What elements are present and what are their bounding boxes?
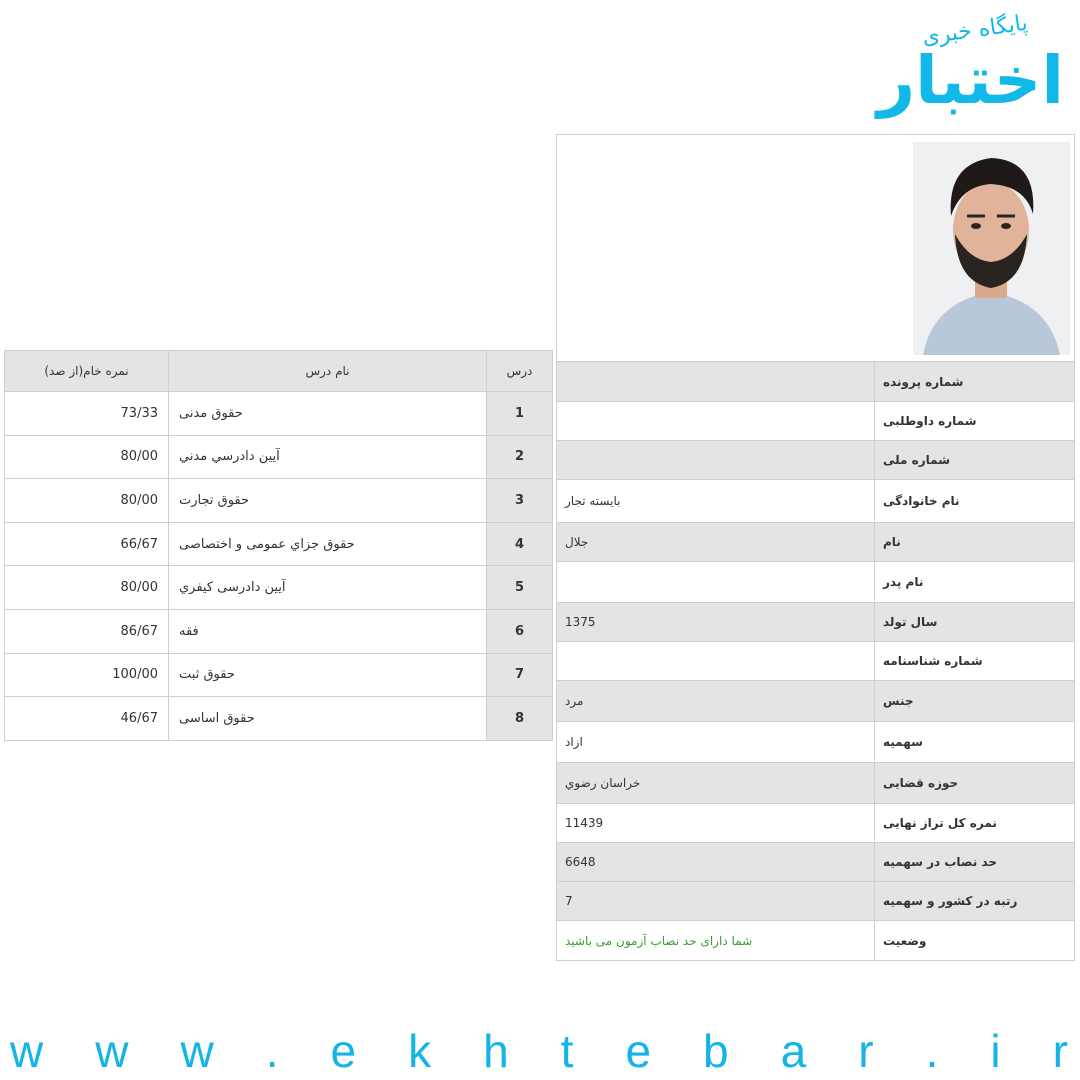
header-raw-score: نمره خام(از صد) (44, 364, 129, 378)
candidate-info-table (556, 134, 1075, 961)
info-row-id-number (557, 642, 1074, 681)
course-score: 80/00 (120, 492, 158, 508)
info-label: شماره شناسنامه (874, 642, 1074, 680)
website-url[interactable] (0, 1022, 1080, 1080)
info-row-judicial-area (557, 763, 1074, 804)
url-char: k (408, 1025, 432, 1077)
course-score: 86/67 (120, 623, 158, 639)
url-char: r (858, 1025, 874, 1077)
info-value: خراسان رضوي (565, 776, 641, 790)
url-char: e (625, 1025, 652, 1077)
info-value (557, 441, 874, 479)
grades-table (4, 350, 553, 741)
url-char: b (703, 1025, 729, 1077)
info-row-candidate-number (557, 402, 1074, 441)
course-name: حقوق ثبت (168, 654, 486, 697)
url-char: i (990, 1025, 1001, 1077)
url-char: r (1052, 1025, 1068, 1077)
course-number: 7 (486, 654, 552, 697)
info-label: حوزه قضایی (874, 763, 1074, 803)
info-value (557, 402, 874, 440)
info-value: جلال (565, 535, 589, 549)
site-logo (848, 10, 1068, 132)
grades-header-row (5, 351, 552, 392)
info-label: شماره پرونده (874, 362, 1074, 401)
logo-wordmark: اختبار (877, 42, 1064, 119)
info-label: نام خانوادگی (874, 480, 1074, 522)
candidate-photo (913, 142, 1070, 355)
url-char: h (483, 1025, 509, 1077)
table-row (5, 479, 552, 523)
info-value: 11439 (565, 816, 604, 830)
info-label: وضعیت (874, 921, 1074, 960)
info-value (557, 362, 874, 401)
course-number: 2 (486, 436, 552, 479)
info-label: نمره کل تراز نهایی (874, 804, 1074, 842)
info-row-file-number (557, 362, 1074, 402)
info-value: 1375 (565, 615, 596, 629)
url-char: . (265, 1025, 279, 1077)
course-name: حقوق تجارت (168, 479, 486, 522)
course-number: 4 (486, 523, 552, 566)
info-label: سال تولد (874, 603, 1074, 641)
url-char: a (780, 1025, 807, 1077)
course-score: 46/67 (120, 710, 158, 726)
course-name: آيين دادرسي مدني (168, 436, 486, 479)
url-char: e (330, 1025, 357, 1077)
course-number: 1 (486, 392, 552, 435)
info-row-total-score (557, 804, 1074, 843)
info-label: رتبه در کشور و سهمیه (874, 882, 1074, 920)
info-value (557, 562, 874, 602)
info-label: نام (874, 523, 1074, 561)
info-value: ازاد (565, 735, 583, 749)
header-course-name: نام درس (168, 351, 486, 391)
info-value: بایسته تجار (565, 494, 621, 508)
course-score: 80/00 (120, 580, 158, 596)
info-label: سهمیه (874, 722, 1074, 762)
person-photo-icon (913, 142, 1070, 355)
table-row (5, 392, 552, 436)
info-value: مرد (565, 694, 584, 708)
info-row-gender (557, 681, 1074, 722)
course-number: 6 (486, 610, 552, 653)
info-row-status (557, 921, 1074, 960)
course-name: فقه (168, 610, 486, 653)
info-value: 7 (565, 894, 573, 908)
url-char: t (560, 1025, 574, 1077)
info-label: شماره ملی (874, 441, 1074, 479)
info-label: حد نصاب در سهمیه (874, 843, 1074, 881)
info-label: شماره داوطلبی (874, 402, 1074, 440)
table-row (5, 566, 552, 610)
info-row-national-id (557, 441, 1074, 480)
info-value (557, 642, 874, 680)
info-row-quota-threshold (557, 843, 1074, 882)
info-row-last-name (557, 480, 1074, 523)
course-score: 73/33 (120, 405, 158, 421)
course-name: آيين دادرسی کيفري (168, 566, 486, 609)
course-score: 80/00 (120, 449, 158, 465)
info-row-first-name (557, 523, 1074, 562)
course-number: 8 (486, 697, 552, 740)
url-char: . (925, 1025, 939, 1077)
course-name: حقوق مدنی (168, 392, 486, 435)
table-row (5, 436, 552, 480)
table-row (5, 697, 552, 740)
table-row (5, 610, 552, 654)
info-value: 6648 (565, 855, 596, 869)
info-row-birth-year (557, 603, 1074, 642)
url-char: w (10, 1025, 44, 1077)
info-row-quota (557, 722, 1074, 763)
info-row-father-name (557, 562, 1074, 603)
course-number: 5 (486, 566, 552, 609)
course-name: حقوق جزاي عمومی و اختصاصی (168, 523, 486, 566)
table-row (5, 523, 552, 567)
info-label: جنس (874, 681, 1074, 721)
photo-row (557, 135, 1074, 362)
url-char: w (95, 1025, 129, 1077)
url-char: w (180, 1025, 214, 1077)
status-message: شما دارای حد نصاب آزمون می باشید (565, 933, 753, 948)
course-name: حقوق اساسی (168, 697, 486, 740)
table-row (5, 654, 552, 698)
course-score: 66/67 (120, 536, 158, 552)
info-row-rank (557, 882, 1074, 921)
course-number: 3 (486, 479, 552, 522)
header-course-number: درس (486, 351, 552, 391)
info-label: نام پدر (874, 562, 1074, 602)
logo-tagline: پایگاه خبری (920, 10, 1030, 51)
course-score: 100/00 (112, 667, 158, 683)
